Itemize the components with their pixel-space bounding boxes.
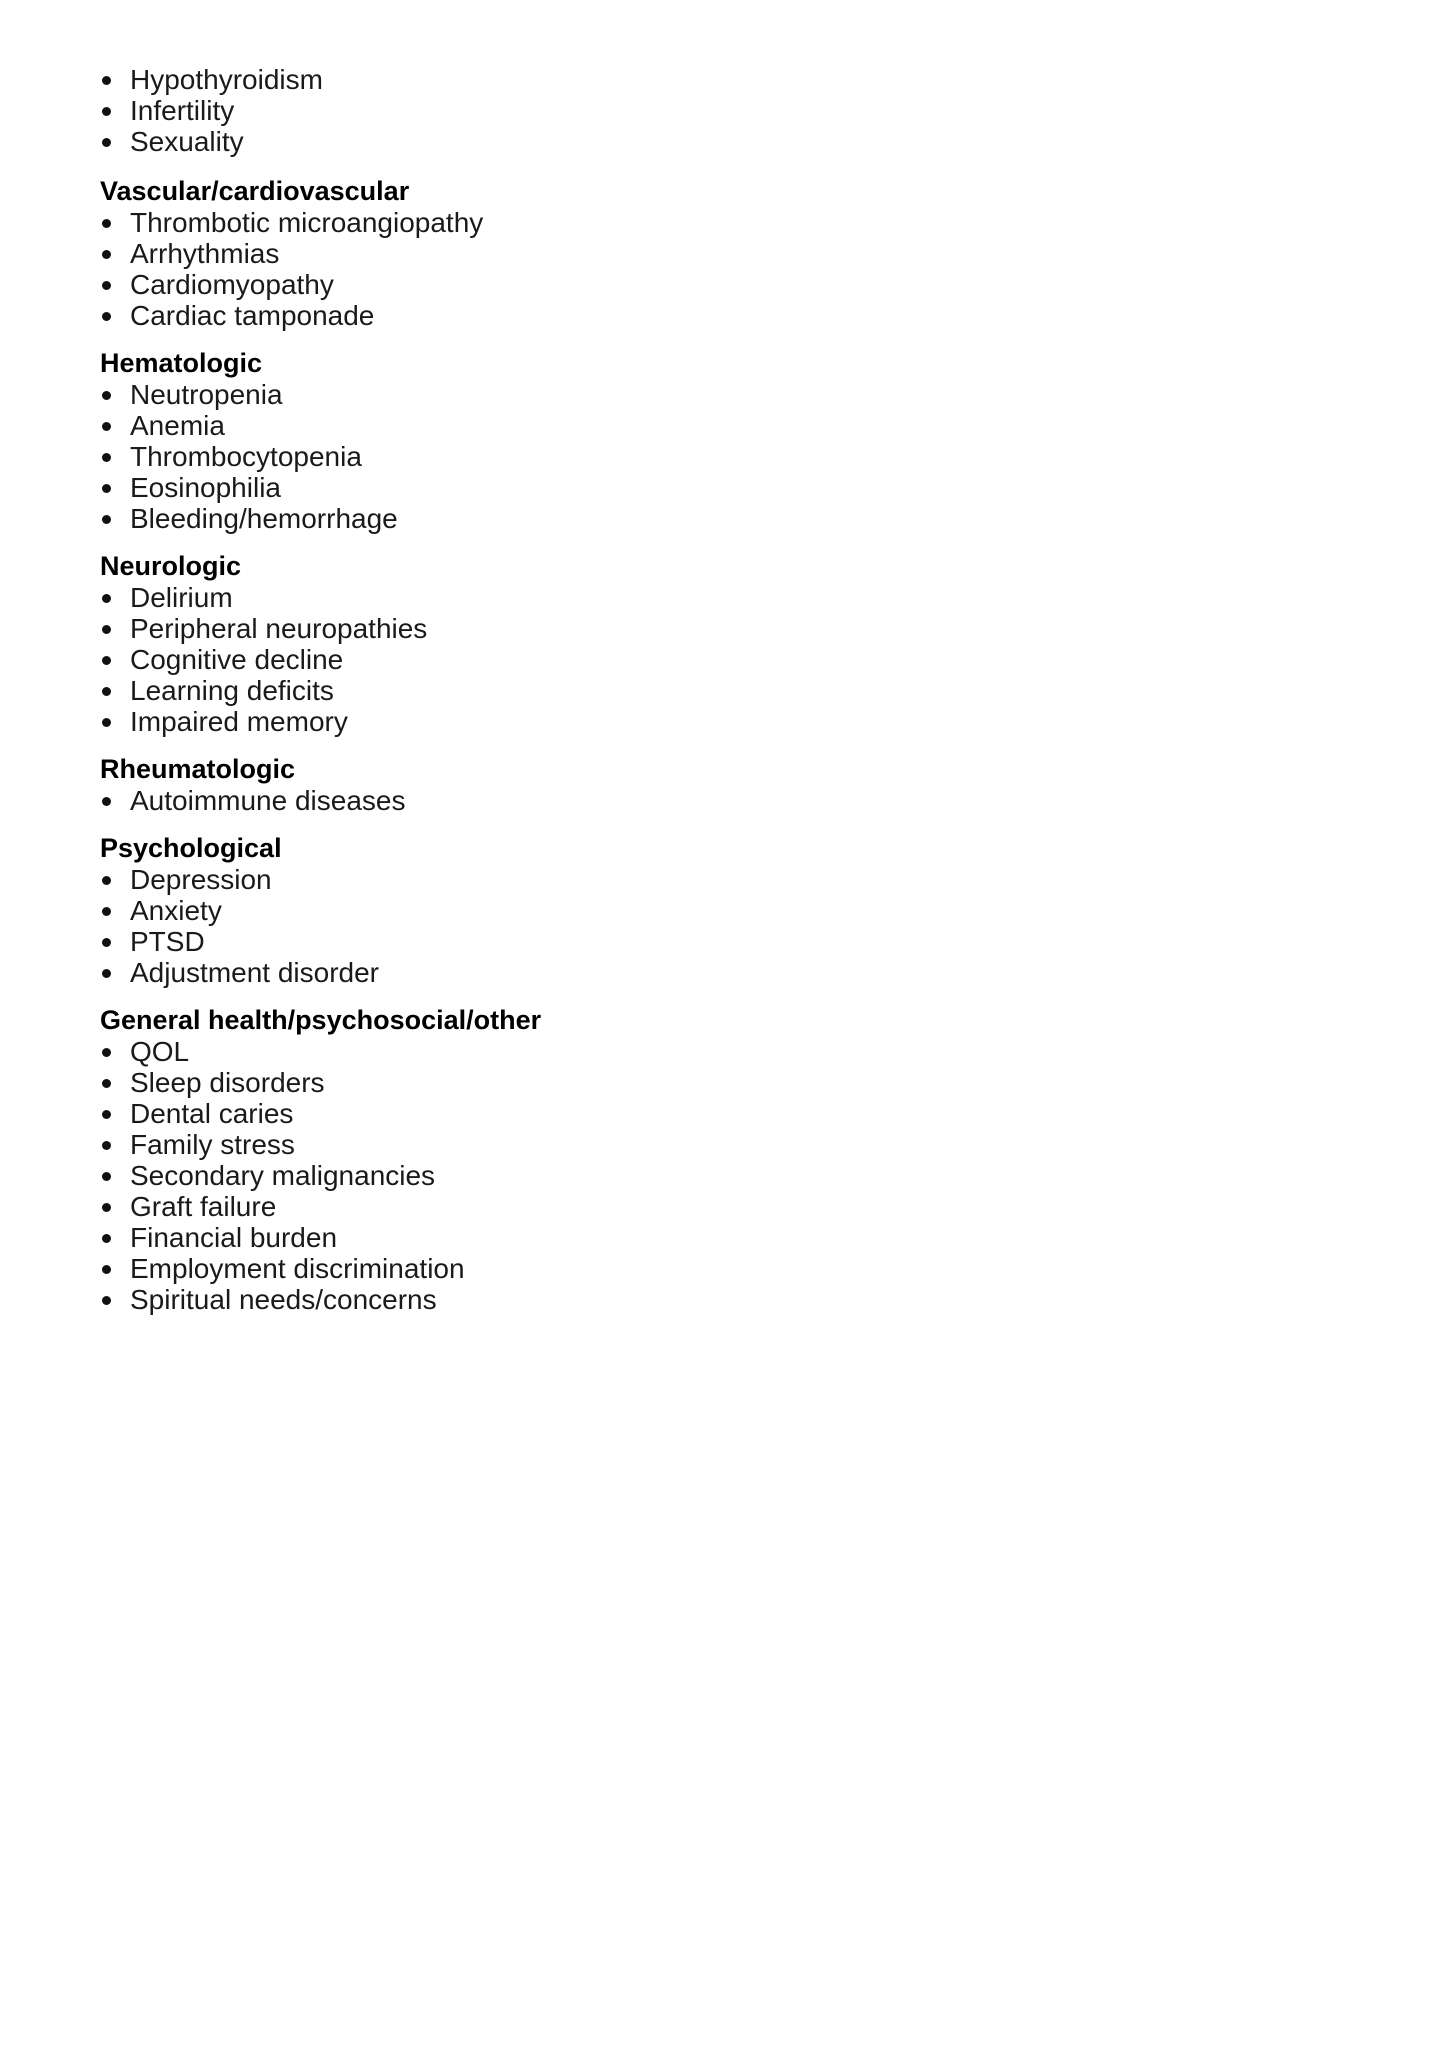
list-item-text: Sexuality — [130, 126, 244, 157]
list-item — [100, 1191, 1400, 1222]
section-heading: Hematologic — [100, 348, 263, 378]
list-item — [100, 410, 1400, 441]
list-item — [100, 1160, 1400, 1191]
list-item — [100, 785, 1400, 816]
list-item — [100, 379, 1400, 410]
list-item-text: Hypothyroidism — [130, 64, 323, 95]
item-list — [100, 582, 1400, 737]
bullet-icon — [102, 1234, 111, 1243]
bullet-icon — [102, 138, 111, 147]
bullet-icon — [102, 969, 111, 978]
list-item-text: Arrhythmias — [130, 238, 280, 269]
item-list — [100, 379, 1400, 534]
bullet-icon — [102, 938, 111, 947]
bullet-icon — [102, 219, 111, 228]
list-item-text: Depression — [130, 864, 272, 895]
section-hematologic — [100, 347, 1400, 534]
list-item — [100, 644, 1400, 675]
bullet-icon — [102, 484, 111, 493]
list-item — [100, 64, 1400, 95]
bullet-icon — [102, 250, 111, 259]
item-list — [100, 864, 1400, 988]
list-item-text: Eosinophilia — [130, 472, 281, 503]
section-vascular — [100, 175, 1400, 331]
list-item-text: Cognitive decline — [130, 644, 344, 675]
section-general-health — [100, 1004, 1400, 1315]
list-item-text: Anxiety — [130, 895, 222, 926]
list-item-text: Infertility — [130, 95, 235, 126]
list-item-text: Cardiac tamponade — [130, 300, 375, 331]
list-item — [100, 613, 1400, 644]
list-item — [100, 1253, 1400, 1284]
section-neurologic — [100, 550, 1400, 737]
bullet-icon — [102, 1079, 111, 1088]
list-item-text: Autoimmune diseases — [130, 785, 406, 816]
list-item-text: Delirium — [130, 582, 233, 613]
item-list — [100, 64, 1400, 157]
bullet-icon — [102, 1203, 111, 1212]
list-item — [100, 706, 1400, 737]
list-item — [100, 1222, 1400, 1253]
bullet-icon — [102, 515, 111, 524]
list-item — [100, 1036, 1400, 1067]
list-item-text: Financial burden — [130, 1222, 338, 1253]
list-item — [100, 95, 1400, 126]
list-item-text: Adjustment disorder — [130, 957, 380, 988]
list-item — [100, 503, 1400, 534]
item-list — [100, 207, 1400, 331]
list-item-text: Employment discrimination — [130, 1253, 465, 1284]
bullet-icon — [102, 422, 111, 431]
section-heading: General health/psychosocial/other — [100, 1005, 542, 1035]
list-item-text: Secondary malignancies — [130, 1160, 436, 1191]
bullet-icon — [102, 1172, 111, 1181]
section-rheumatologic — [100, 753, 1400, 816]
list-item-text: Thrombotic microangiopathy — [130, 207, 484, 238]
list-item — [100, 582, 1400, 613]
list-item-text: Cardiomyopathy — [130, 269, 334, 300]
bullet-icon — [102, 1048, 111, 1057]
list-item — [100, 926, 1400, 957]
item-list — [100, 785, 1400, 816]
list-item — [100, 126, 1400, 157]
list-item-text: Graft failure — [130, 1191, 277, 1222]
document-page — [100, 64, 1400, 1331]
list-item — [100, 1284, 1400, 1315]
list-item-text: Impaired memory — [130, 706, 348, 737]
bullet-icon — [102, 876, 111, 885]
section-psychological — [100, 832, 1400, 988]
list-item-text: Bleeding/hemorrhage — [130, 503, 398, 534]
bullet-icon — [102, 391, 111, 400]
list-item — [100, 1129, 1400, 1160]
list-item-text: Anemia — [130, 410, 225, 441]
list-item — [100, 957, 1400, 988]
bullet-icon — [102, 594, 111, 603]
bullet-icon — [102, 625, 111, 634]
bullet-icon — [102, 718, 111, 727]
list-item — [100, 300, 1400, 331]
section-heading: Neurologic — [100, 551, 242, 581]
list-item — [100, 472, 1400, 503]
bullet-icon — [102, 1110, 111, 1119]
list-item-text: Family stress — [130, 1129, 295, 1160]
list-item — [100, 1098, 1400, 1129]
bullet-icon — [102, 312, 111, 321]
bullet-icon — [102, 687, 111, 696]
list-item-text: Peripheral neuropathies — [130, 613, 428, 644]
bullet-icon — [102, 1265, 111, 1274]
list-item-text: Sleep disorders — [130, 1067, 325, 1098]
list-item — [100, 675, 1400, 706]
list-item-text: Neutropenia — [130, 379, 283, 410]
section-heading: Psychological — [100, 833, 282, 863]
list-item-text: Learning deficits — [130, 675, 334, 706]
item-list — [100, 1036, 1400, 1315]
list-item — [100, 269, 1400, 300]
list-item — [100, 441, 1400, 472]
section-heading: Rheumatologic — [100, 754, 296, 784]
list-item — [100, 238, 1400, 269]
bullet-icon — [102, 1296, 111, 1305]
bullet-icon — [102, 281, 111, 290]
list-item — [100, 207, 1400, 238]
bullet-icon — [102, 76, 111, 85]
list-item-text: Thrombocytopenia — [130, 441, 362, 472]
bullet-icon — [102, 107, 111, 116]
list-item-text: QOL — [130, 1036, 190, 1067]
section-endocrine-continued — [100, 64, 1400, 157]
list-item-text: Dental caries — [130, 1098, 294, 1129]
list-item — [100, 1067, 1400, 1098]
bullet-icon — [102, 453, 111, 462]
bullet-icon — [102, 797, 111, 806]
list-item-text: PTSD — [130, 926, 205, 957]
list-item-text: Spiritual needs/concerns — [130, 1284, 437, 1315]
bullet-icon — [102, 907, 111, 916]
list-item — [100, 864, 1400, 895]
bullet-icon — [102, 1141, 111, 1150]
bullet-icon — [102, 656, 111, 665]
list-item — [100, 895, 1400, 926]
section-heading: Vascular/cardiovascular — [100, 176, 410, 206]
